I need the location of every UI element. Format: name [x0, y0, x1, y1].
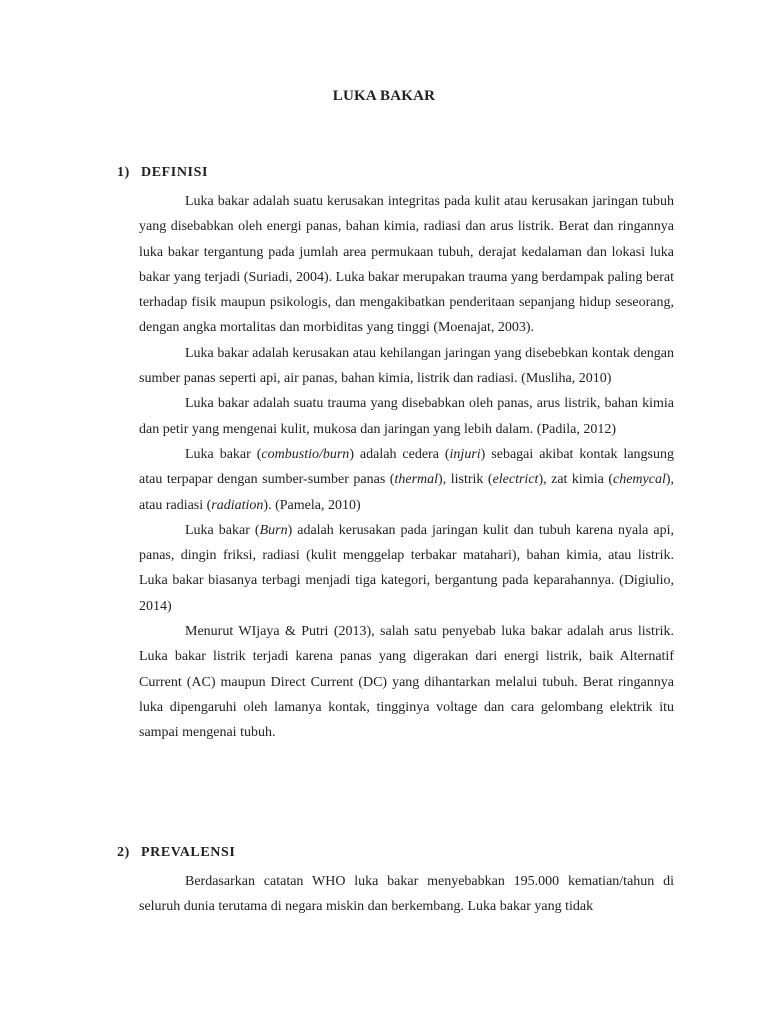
- section-body-definisi: [139, 189, 674, 746]
- italic-term: injuri: [449, 446, 481, 462]
- section-heading-definisi: [117, 165, 208, 181]
- italic-term: combustio/burn: [261, 446, 350, 462]
- paragraph: Luka bakar (combustio/burn) adalah cedera (injuri) sebagai akibat kontak langsung atau terpapar dengan sumber-sumber panas (thermal), listrik (electrict), zat kimia (chemycal), atau radiasi (radiation). (Pamela, 2010): [139, 446, 675, 513]
- section-number: 1): [117, 165, 130, 180]
- section-number: 2): [117, 845, 130, 860]
- italic-term: Burn: [259, 522, 288, 538]
- paragraph: Berdasarkan catatan WHO luka bakar menyebabkan 195.000 kematian/tahun di seluruh dunia terutama di negara miskin dan berkembang. Luka bakar yang tidak: [139, 874, 674, 915]
- section-heading-prevalensi: [117, 845, 235, 861]
- italic-term: chemycal: [612, 472, 666, 488]
- italic-term: radiation: [211, 497, 264, 513]
- section-title: PREVALENSI: [141, 845, 236, 860]
- paragraph: Menurut WIjaya & Putri (2013), salah satu penyebab luka bakar adalah arus listrik. Luka bakar listrik terjadi karena panas yang digerakan dari energi listrik, baik Alternatif Current (AC) maupun Direct Current (DC) yang dihantarkan melalui tubuh. Berat ringannya luka dipengaruhi oleh lamanya kontak, tingginya voltage dan cara gelombang elektrik itu sampai mengenai tubuh.: [139, 624, 674, 741]
- italic-term: thermal: [394, 472, 439, 488]
- section-body-prevalensi: [139, 869, 674, 920]
- paragraph: Luka bakar adalah suatu trauma yang disebabkan oleh panas, arus listrik, bahan kimia dan petir yang mengenai kulit, mukosa dan jaringan yang lebih dalam. (Padila, 2012): [139, 396, 674, 437]
- paragraph: Luka bakar adalah suatu kerusakan integritas pada kulit atau kerusakan jaringan tubuh yang disebabkan oleh energi panas, bahan kimia, radiasi dan arus listrik. Berat dan ringannya luka bakar tergantung pada jumlah area permukaan tubuh, derajat kedalaman dan lokasi luka bakar yang terjadi (Suriadi, 2004). Luka bakar merupakan trauma yang berdampak paling berat terhadap fisik maupun psikologis, dan mengakibatkan penderitaan sepanjang hidup seseorang, dengan angka mortalitas dan morbiditas yang tinggi (Moenajat, 2003).: [139, 194, 674, 336]
- paragraph: Luka bakar (Burn) adalah kerusakan pada jaringan kulit dan tubuh karena nyala api, panas, dingin friksi, radiasi (kulit menggelap terbakar matahari), bahan kimia, atau listrik. Luka bakar biasanya terbagi menjadi tiga kategori, bergantung pada keparahannya. (Digiulio, 2014): [139, 522, 674, 614]
- section-title: DEFINISI: [141, 165, 209, 180]
- italic-term: electrict: [492, 472, 539, 488]
- paragraph: Luka bakar adalah kerusakan atau kehilangan jaringan yang disebebkan kontak dengan sumber panas seperti api, air panas, bahan kimia, listrik dan radiasi. (Musliha, 2010): [139, 345, 674, 387]
- document-title: LUKA BAKAR: [332, 88, 436, 104]
